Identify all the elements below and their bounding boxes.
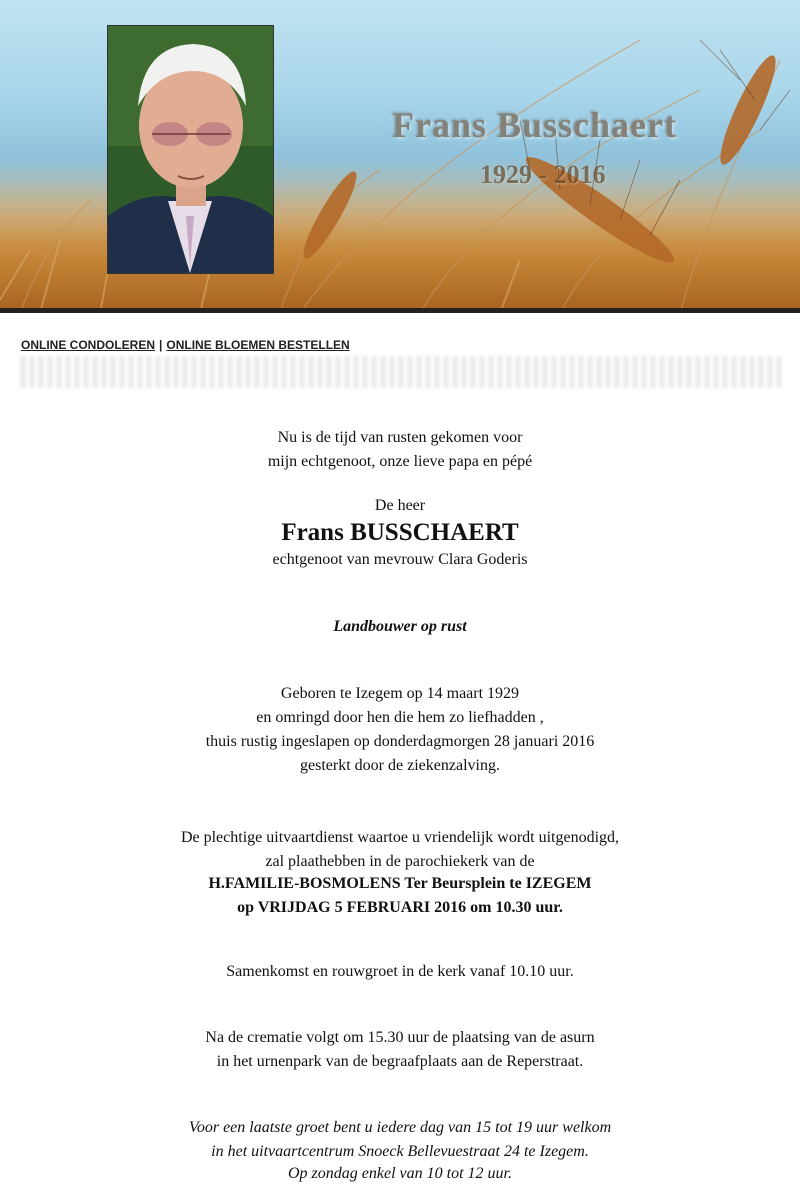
spouse-line: echtgenoot van mevrouw Clara Goderis [272,551,528,568]
born-line: Geboren te Izegem op 14 maart 1929 [280,685,520,702]
service-line-2: zal plaathebben in de parochiekerk van de [265,853,535,870]
service-line-1: De plechtige uitvaartdienst waartoe u vriendelijk wordt uitgenodigd, [180,829,620,846]
bleed-through-text [20,356,785,388]
online-bloemen-bestellen-link[interactable]: ONLINE BLOEMEN BESTELLEN [166,338,350,352]
strengthened-line: gesterkt door de ziekenzalving. [300,757,500,774]
cremation-line-2: in het urnenpark van de begraafplaats aan de Reperstraat. [216,1053,584,1070]
header-banner [0,0,800,313]
banner-border [0,308,800,313]
action-links [21,338,350,352]
salutation: De heer [374,497,426,514]
years-overlay: 1929 - 2016 [480,160,606,189]
online-condoleren-link[interactable]: ONLINE CONDOLEREN [21,338,156,352]
visit-line-1: Voor een laatste groet bent u iedere dag van 15 tot 19 uur welkom [188,1119,612,1136]
link-separator: | [159,338,163,352]
passed-line: thuis rustig ingeslapen op donderdagmorgen 28 januari 2016 [205,733,595,750]
gathering-line: Samenkomst en rouwgroet in de kerk vanaf 10.10 uur. [226,963,574,980]
surrounded-line: en omringd door hen die hem zo liefhadden , [256,709,544,726]
intro-line-1: Nu is de tijd van rusten gekomen voor [277,429,523,446]
service-line-4: op VRIJDAG 5 FEBRUARI 2016 om 10.30 uur. [237,899,563,916]
occupation: Landbouwer op rust [333,618,467,635]
service-line-3: H.FAMILIE-BOSMOLENS Ter Beursplein te IZEGEM [208,875,592,892]
visit-line-3: Op zondag enkel van 10 tot 12 uur. [288,1165,512,1182]
portrait-photo [107,25,274,274]
visit-line-2: in het uitvaartcentrum Snoeck Bellevuestraat 24 te Izegem. [211,1143,589,1160]
intro-line-2: mijn echtgenoot, onze lieve papa en pépé [267,453,533,470]
cremation-line-1: Na de crematie volgt om 15.30 uur de plaatsing van de asurn [205,1029,595,1046]
name-overlay: Frans Busschaert [392,105,677,145]
deceased-name: Frans BUSSCHAERT [281,519,519,546]
